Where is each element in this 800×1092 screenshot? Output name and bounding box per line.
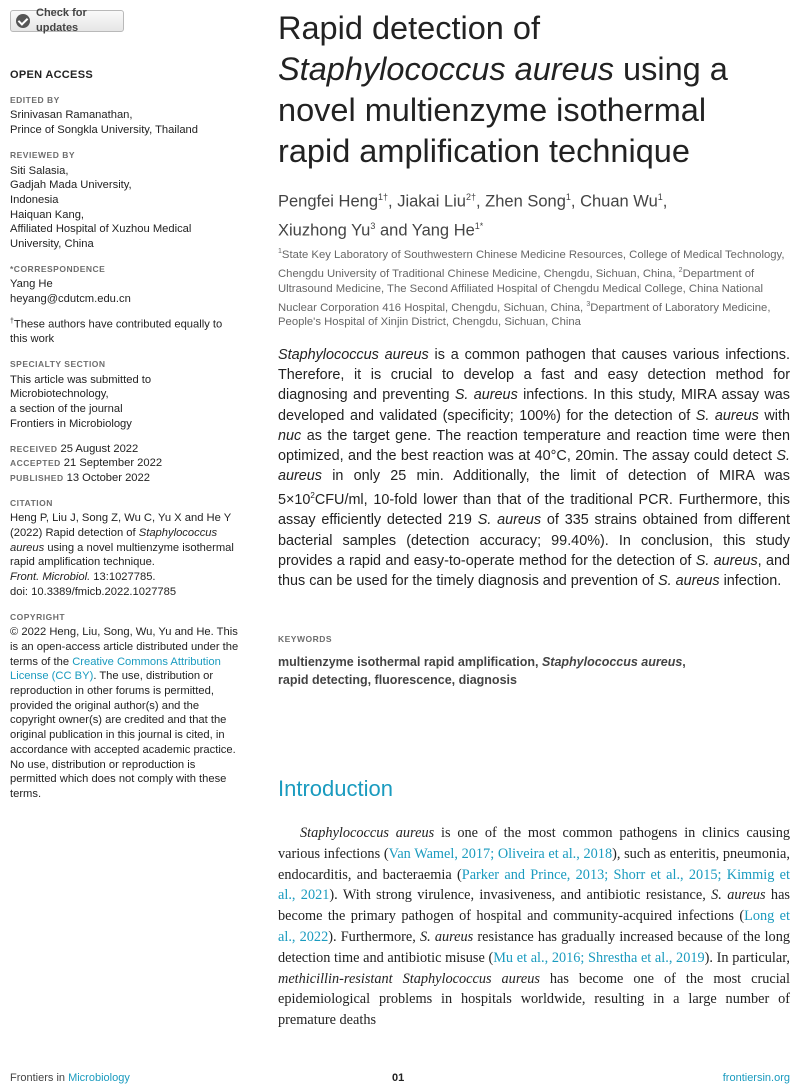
abstract-species: S. aureus — [695, 407, 759, 424]
reviewer-line: Siti Salasia, — [10, 164, 69, 177]
intro-species: S. aureus — [419, 928, 474, 945]
author-list — [278, 185, 778, 242]
affiliation-text: Department of Laboratory Medicine, People's Hospital of Xinjin District, Chengdu, Sichuan, China — [278, 301, 771, 329]
author-name: Jiakai Liu — [397, 192, 466, 211]
edited-by-heading: EDITED BY — [10, 94, 60, 105]
citation-part: using a novel multienzyme isothermal rapid amplification technique. — [10, 541, 234, 569]
equal-contribution-note: †These authors have contributed equally to this work — [10, 317, 223, 346]
published-label: PUBLISHED — [10, 472, 64, 483]
abstract-species: S. aureus — [695, 552, 758, 569]
page-number: 01 — [392, 1072, 405, 1084]
abstract-text: is a common pathogen that causes various infections. Therefore, it is crucial to develop a fast and easy detection method for diagnosing and preventing — [278, 347, 790, 404]
title-line: rapid amplification technique — [278, 133, 690, 169]
affiliations — [278, 244, 788, 330]
keyword: rapid detecting, fluorescence, diagnosis — [278, 673, 517, 687]
reviewer-line: Haiquan Kang, — [10, 208, 85, 221]
author-name: Xiuzhong Yu — [278, 221, 371, 239]
cc-by-license-link[interactable]: Creative Commons Attribution License (CC BY) — [10, 655, 221, 683]
received-date — [10, 442, 240, 457]
intro-text: ). With strong virulence, invasiveness, and antibiotic resistance, — [329, 887, 712, 904]
author-separator: , — [476, 192, 486, 211]
intro-text: is one of the most common pathogens in clinics causing various infections ( — [278, 825, 790, 862]
reviewer-line: Affiliated Hospital of Xuzhou Medical — [10, 223, 192, 236]
author-affil-marker: 1† — [378, 192, 389, 202]
author-name: Zhen Song — [485, 192, 566, 211]
author-name: Chuan Wu — [580, 192, 658, 211]
author-separator: , — [388, 192, 398, 211]
correspondence-heading: *CORRESPONDENCE — [10, 263, 106, 274]
check-for-updates-label: Check for updates — [36, 7, 87, 34]
accepted-date — [10, 456, 240, 471]
title-line: novel multienzyme isothermal — [278, 92, 707, 128]
abstract-species: S. aureus — [658, 573, 720, 590]
abstract-text: with — [758, 407, 790, 424]
abstract-species: S. aureus — [454, 387, 518, 404]
keyword-separator: , — [682, 655, 686, 669]
intro-text: resistance has gradually increased because of the long detection time and antibiotic misuse ( — [278, 928, 790, 966]
abstract-text: , and thus can be used for the timely diagnosis and prevention of — [278, 552, 790, 590]
equal-contribution-text: These authors have contributed equally to this work — [10, 318, 223, 346]
intro-text: has become one of the most crucial epidemiological problems in hospitals worldwide, resulting in a large number of premature deaths — [278, 970, 790, 1029]
footer-journal-prefix: Frontiers in — [10, 1072, 69, 1084]
correspondence-email[interactable]: heyang@cdutcm.edu.cn — [10, 293, 131, 306]
keywords-heading: KEYWORDS — [278, 634, 333, 644]
author-separator: , — [570, 192, 581, 211]
footer-journal-name: Microbiology — [68, 1072, 130, 1084]
title-line: using a — [614, 51, 728, 87]
abstract-gene: nuc — [278, 427, 302, 444]
author-affil-marker: 2† — [465, 192, 476, 202]
copyright-part: © 2022 Heng, Liu, Song, Wu, Yu and He. This is an open-access article distributed under the terms of the — [10, 626, 239, 668]
editor-affiliation: Prince of Songkla University, Thailand — [10, 124, 199, 137]
abstract-text: CFU/ml, 10-fold lower than that of the traditional PCR. Furthermore, this assay efficiently detected 219 — [278, 492, 790, 529]
citation-link[interactable]: Mu et al., 2016; Shrestha et al., 2019 — [493, 949, 705, 966]
author-affil-marker: 1* — [474, 220, 484, 231]
keyword: Staphylococcus aureus — [541, 655, 683, 669]
open-access-label: OPEN ACCESS — [10, 69, 93, 81]
citation-link[interactable]: Parker and Prince, 2013; Shorr et al., 2015; Kimmig et al., 2021 — [278, 866, 790, 904]
copyright-text — [10, 625, 240, 801]
author-name: Pengfei Heng — [278, 192, 378, 211]
footer-site-link[interactable]: frontiersin.org — [722, 1072, 790, 1084]
specialty-line: a section of the journal — [10, 403, 123, 416]
copyright-heading: COPYRIGHT — [10, 611, 66, 622]
keywords — [278, 653, 778, 689]
sidebar — [10, 7, 240, 802]
editor-name: Srinivasan Ramanathan, — [10, 109, 133, 122]
affiliation-text: Department of Ultrasound Medicine, The Second Affiliated Hospital of Chengdu Medical College, China National Nuclear Corporation 416 Hospital, Chengdu, Sichuan, China, — [278, 267, 764, 314]
abstract — [278, 345, 790, 591]
abstract-exponent: 2 — [310, 491, 315, 501]
citation-journal: Front. Microbiol. — [10, 571, 91, 584]
abstract-text: infection. — [719, 573, 782, 590]
intro-text: ). In particular, — [704, 949, 790, 966]
check-for-updates-button[interactable] — [10, 7, 124, 34]
specialty-line: Frontiers in Microbiology — [10, 417, 132, 430]
intro-species: Staphylococcus aureus — [300, 825, 435, 841]
affil-marker: 1 — [278, 248, 282, 255]
intro-text: ). Furthermore, — [328, 928, 420, 945]
introduction-text — [278, 823, 790, 1031]
intro-text: has become the primary pathogen of hospital and community-acquired infections ( — [278, 887, 790, 925]
citation-link[interactable]: Long et al., 2022 — [278, 908, 790, 945]
intro-text: ), such as enteritis, pneumonia, endocarditis, and bacteraemia ( — [278, 845, 790, 883]
accepted-label: ACCEPTED — [10, 458, 61, 469]
citation-part: 13:1027785. — [90, 571, 156, 584]
received-label: RECEIVED — [10, 443, 58, 454]
intro-species: S. aureus — [711, 887, 766, 904]
author-affil-marker: 3 — [370, 220, 376, 231]
citation-heading: CITATION — [10, 497, 53, 508]
intro-species: methicillin-resistant Staphylococcus aureus — [278, 970, 540, 987]
keyword: multienzyme isothermal rapid amplification, — [278, 655, 542, 669]
checkmark-icon — [16, 14, 30, 28]
author-separator: and — [375, 221, 412, 239]
abstract-text: as the target gene. The reaction temperature and reaction time were then optimized, and the best reaction was at 40°C, 20min. The assay could detect — [278, 427, 790, 465]
author-separator: , — [662, 192, 668, 211]
citation-species: Staphylococcus aureus — [10, 527, 218, 554]
citation-link[interactable]: Van Wamel, 2017; Oliveira et al., 2018 — [388, 845, 613, 862]
abstract-text: in only 25 min. Additionally, the limit of detection of MIRA was 5×10 — [278, 468, 790, 509]
footer-journal — [10, 1072, 130, 1084]
author-affil-marker: 1 — [657, 192, 663, 202]
reviewer-line: Gadjah Mada University, — [10, 179, 132, 192]
author-name: Yang He — [411, 221, 475, 239]
abstract-species: Staphylococcus aureus — [278, 347, 429, 363]
dates-block — [10, 442, 240, 486]
title-species: Staphylococcus aureus — [278, 51, 615, 87]
accepted-value: 21 September 2022 — [63, 457, 163, 470]
specialty-line: This article was submitted to — [10, 373, 152, 386]
correspondence-name: Yang He — [10, 278, 53, 291]
reviewer-line: University, China — [10, 238, 94, 251]
specialty-heading: SPECIALTY SECTION — [10, 358, 106, 369]
affil-marker: 3 — [586, 300, 591, 308]
title-line: Rapid detection of — [278, 10, 540, 46]
specialty-line: Microbiotechnology, — [10, 388, 109, 401]
published-date — [10, 471, 240, 486]
copyright-part: . The use, distribution or reproduction in other forums is permitted, provided the original author(s) and the copyright owner(s) are credited and that the original publication in this journal is cited, in accordance with accepted academic practice. No use, distribution or reproduction is permitted which does not comply with these terms. — [10, 670, 236, 800]
citation-text — [10, 511, 240, 599]
abstract-species: S. aureus — [477, 512, 542, 529]
published-value: 13 October 2022 — [66, 471, 150, 484]
abstract-species: S. aureus — [278, 448, 790, 485]
citation-part: Heng P, Liu J, Song Z, Wu C, Yu X and He Y (2022) Rapid detection of — [10, 512, 231, 540]
affiliation-text: State Key Laboratory of Southwestern Chinese Medicine Resources, College of Medical Technology, Chengdu University of Traditional Chinese Medicine, Chengdu, Sichuan, China, — [278, 248, 785, 280]
received-value: 25 August 2022 — [60, 442, 139, 455]
author-affil-marker: 1 — [565, 192, 571, 202]
introduction-heading: Introduction — [278, 776, 393, 801]
citation-doi: doi: 10.3389/fmicb.2022.1027785 — [10, 585, 177, 598]
reviewer-line: Indonesia — [10, 193, 59, 206]
affil-marker: 2 — [678, 266, 683, 274]
abstract-text: of 335 strains obtained from different bacterial samples (detection accuracy; 99.40%). In conclusion, this study provides a rapid and easy-to-operate method for the detection of — [278, 512, 790, 569]
abstract-text: infections. In this study, MIRA assay was developed and validated (specificity; 100%) for the detection of — [278, 387, 790, 424]
article-title — [278, 8, 788, 172]
reviewed-by-heading: REVIEWED BY — [10, 149, 76, 160]
